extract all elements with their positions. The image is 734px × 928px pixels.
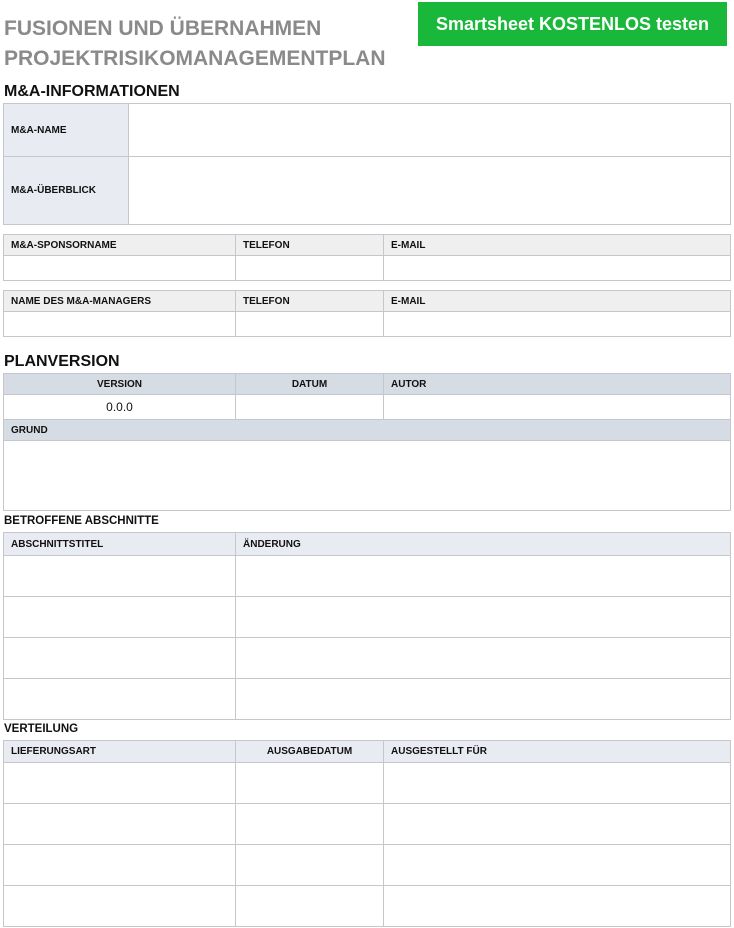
sponsor-phone-field[interactable] (236, 256, 384, 281)
sponsor-phone-header: TELEFON (236, 235, 384, 256)
delivery-type-header: LIEFERUNGSART (4, 741, 236, 763)
page-title (4, 14, 386, 74)
plan-version-heading: PLANVERSION (4, 353, 120, 370)
date-header: DATUM (236, 374, 384, 395)
sponsor-name-header: M&A-SPONSORNAME (4, 235, 236, 256)
change-cell[interactable] (236, 556, 731, 597)
sponsor-name-field[interactable] (4, 256, 236, 281)
ma-info-heading: M&A-INFORMATIONEN (4, 83, 180, 100)
issued-to-cell[interactable] (384, 886, 731, 927)
version-value[interactable]: 0.0.0 (4, 395, 236, 420)
issued-to-header: AUSGESTELLT FÜR (384, 741, 731, 763)
ma-name-field[interactable] (129, 104, 731, 157)
section-title-cell[interactable] (4, 597, 236, 638)
distribution-heading: VERTEILUNG (4, 723, 79, 735)
change-cell[interactable] (236, 638, 731, 679)
distribution-table (3, 740, 731, 927)
manager-email-header: E-MAIL (384, 291, 731, 312)
plan-version-table (3, 373, 731, 511)
affected-sections-heading: BETROFFENE ABSCHNITTE (4, 515, 159, 527)
ma-name-label: M&A-NAME (4, 104, 129, 157)
issue-date-cell[interactable] (236, 845, 384, 886)
manager-table (3, 290, 731, 337)
delivery-type-cell[interactable] (4, 886, 236, 927)
issued-to-cell[interactable] (384, 804, 731, 845)
ma-info-table (3, 103, 731, 225)
issue-date-cell[interactable] (236, 886, 384, 927)
reason-field[interactable] (4, 441, 731, 511)
delivery-type-cell[interactable] (4, 845, 236, 886)
date-field[interactable] (236, 395, 384, 420)
ma-overview-field[interactable] (129, 157, 731, 225)
issued-to-cell[interactable] (384, 763, 731, 804)
author-header: AUTOR (384, 374, 731, 395)
manager-phone-header: TELEFON (236, 291, 384, 312)
section-title-header: ABSCHNITTSTITEL (4, 533, 236, 556)
issued-to-cell[interactable] (384, 845, 731, 886)
sponsor-email-field[interactable] (384, 256, 731, 281)
section-title-cell[interactable] (4, 679, 236, 720)
author-field[interactable] (384, 395, 731, 420)
change-header: ÄNDERUNG (236, 533, 731, 556)
issue-date-cell[interactable] (236, 804, 384, 845)
section-title-cell[interactable] (4, 556, 236, 597)
issue-date-header: AUSGABEDATUM (236, 741, 384, 763)
change-cell[interactable] (236, 679, 731, 720)
title-line-1: FUSIONEN UND ÜBERNAHMEN (4, 17, 322, 40)
manager-name-field[interactable] (4, 312, 236, 337)
delivery-type-cell[interactable] (4, 763, 236, 804)
version-header: VERSION (4, 374, 236, 395)
sponsor-email-header: E-MAIL (384, 235, 731, 256)
affected-sections-table (3, 532, 731, 720)
ma-overview-label: M&A-ÜBERBLICK (4, 157, 129, 225)
issue-date-cell[interactable] (236, 763, 384, 804)
sponsor-table (3, 234, 731, 281)
try-smartsheet-button[interactable]: Smartsheet KOSTENLOS testen (418, 2, 727, 46)
manager-name-header: NAME DES M&A-MANAGERS (4, 291, 236, 312)
title-line-2: PROJEKTRISIKOMANAGEMENTPLAN (4, 47, 386, 70)
delivery-type-cell[interactable] (4, 804, 236, 845)
manager-phone-field[interactable] (236, 312, 384, 337)
section-title-cell[interactable] (4, 638, 236, 679)
manager-email-field[interactable] (384, 312, 731, 337)
change-cell[interactable] (236, 597, 731, 638)
reason-header: GRUND (4, 420, 731, 441)
